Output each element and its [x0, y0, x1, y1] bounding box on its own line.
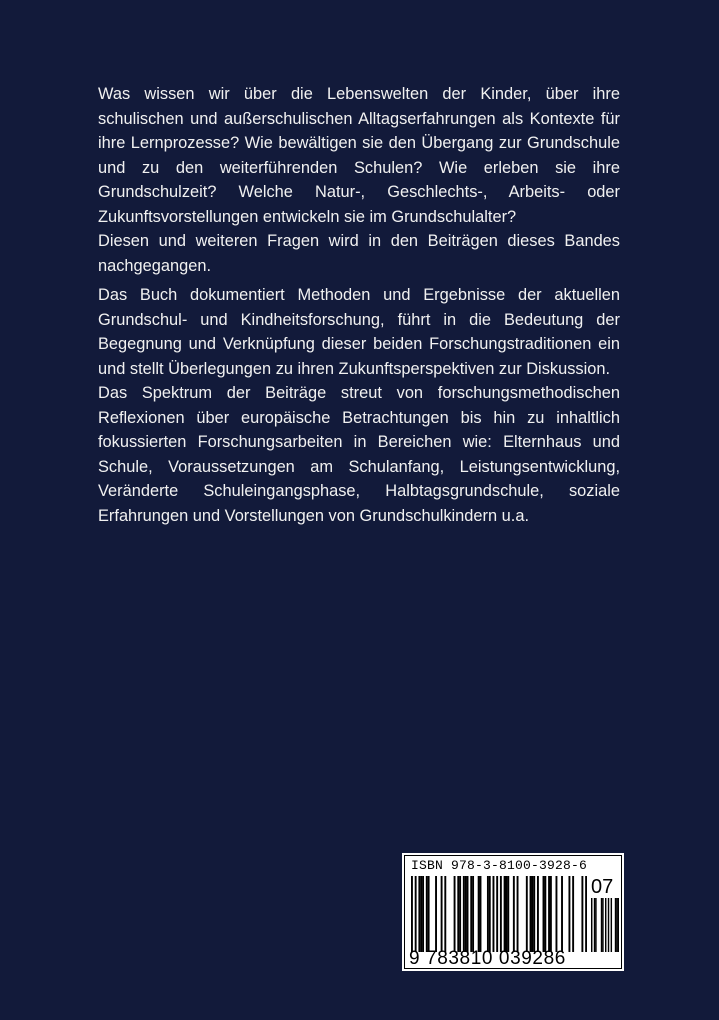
ean-digits: 9 783810 039286	[409, 948, 566, 969]
barcode-bar	[444, 876, 446, 952]
barcode-bar	[435, 876, 437, 952]
paragraph-book-description: Das Buch dokumentiert Methoden und Ergebnisse der aktuellen Grundschul- und Kindheitsforschung, führt in die Bedeutung der Begegnung und Verknüpfung dieser beiden Forschungstraditionen ein und stellt Überlegungen zu ihren Zukunftsperspektiven zur Diskussion.	[98, 286, 620, 378]
barcode-bar	[568, 876, 570, 952]
barcode-bar	[459, 876, 461, 952]
paragraph-contributions-spectrum: Das Spektrum der Beiträge streut von forschungsmethodischen Reflexionen über europäische Betrachtungen bis hin zu inhaltlich fokussierten Forschungsarbeiten in Bereichen wie: Elternhaus und Schule, Voraussetzungen am Schulanfang, Leistungsentwicklung, Veränderte Schuleingangsphase, Halbtagsgrundschule, soziale Erfahrungen und Vorstellungen von Grundschulkindern u.a.	[98, 384, 620, 525]
barcode-bar	[493, 876, 495, 952]
barcode-bar	[500, 876, 502, 952]
barcode-bar	[463, 876, 465, 952]
ean-barcode-bars	[411, 876, 587, 952]
barcode-bar	[422, 876, 424, 952]
barcode-bar	[585, 876, 587, 952]
barcode-bar	[420, 876, 422, 952]
barcode-bar	[544, 876, 546, 952]
barcode-bar	[480, 876, 482, 952]
barcode-bar	[467, 876, 469, 952]
barcode-bar	[533, 876, 535, 952]
barcode-bar	[531, 876, 533, 952]
barcode-bar	[411, 876, 413, 952]
barcode-bar	[487, 876, 489, 952]
paragraph-questions-addressed: Diesen und weiteren Fragen wird in den Beiträgen dieses Bandes nachgegangen.	[98, 232, 620, 275]
barcode-bar	[472, 876, 474, 952]
addon-bar	[618, 898, 619, 952]
addon-bar	[605, 898, 606, 952]
isbn-barcode	[402, 853, 624, 971]
barcode-bar	[581, 876, 583, 952]
barcode-addon-digits: 07	[591, 876, 614, 898]
barcode-bar	[426, 876, 428, 952]
barcode-bar	[454, 876, 456, 952]
barcode-bar	[505, 876, 507, 952]
barcode-bar	[415, 876, 417, 952]
back-cover-text	[98, 82, 620, 528]
addon-bar	[601, 898, 602, 952]
barcode-bar	[517, 876, 519, 952]
addon-bar	[611, 898, 612, 952]
barcode-bar	[418, 876, 420, 952]
barcode-bar	[465, 876, 467, 952]
barcode-bar	[561, 876, 563, 952]
isbn-label: ISBN 978-3-8100-3928-6	[411, 858, 588, 873]
barcode-bar	[530, 876, 532, 952]
addon-bar	[602, 898, 603, 952]
barcode-bar	[572, 876, 574, 952]
barcode-bar	[507, 876, 509, 952]
addon-bar	[594, 898, 595, 952]
addon-barcode-bars	[591, 898, 619, 952]
barcode-bar	[548, 876, 550, 952]
barcode-bar	[550, 876, 552, 952]
addon-bar	[591, 898, 592, 952]
barcode-bar	[556, 876, 558, 952]
barcode-bar	[513, 876, 515, 952]
barcode-bar	[441, 876, 443, 952]
paragraph-intro-questions: Was wissen wir über die Lebenswelten der Kinder, über ihre schulischen und außerschulischen Alltagserfahrungen als Kontexte für ihre Lernprozesse? Wie bewältigen sie den Übergang zur Grundschule und zu den weiterführenden Schulen? Wie erleben sie ihre Grundschulzeit? Welche Natur-, Geschlechts-, Arbeits- oder Zukunftsvorstellungen entwickeln sie im Grundschulalter?	[98, 85, 620, 226]
barcode-bar	[537, 876, 539, 952]
addon-bar	[615, 898, 616, 952]
addon-bar	[616, 898, 617, 952]
barcode-bar	[428, 876, 430, 952]
barcode-bar	[457, 876, 459, 952]
barcode-bar	[489, 876, 491, 952]
barcode-bar	[504, 876, 506, 952]
addon-bar	[595, 898, 596, 952]
barcode-bar	[478, 876, 480, 952]
barcode-bar	[470, 876, 472, 952]
barcode-bar	[496, 876, 498, 952]
addon-bar	[608, 898, 609, 952]
barcode-bar	[526, 876, 528, 952]
barcode-bar	[543, 876, 545, 952]
